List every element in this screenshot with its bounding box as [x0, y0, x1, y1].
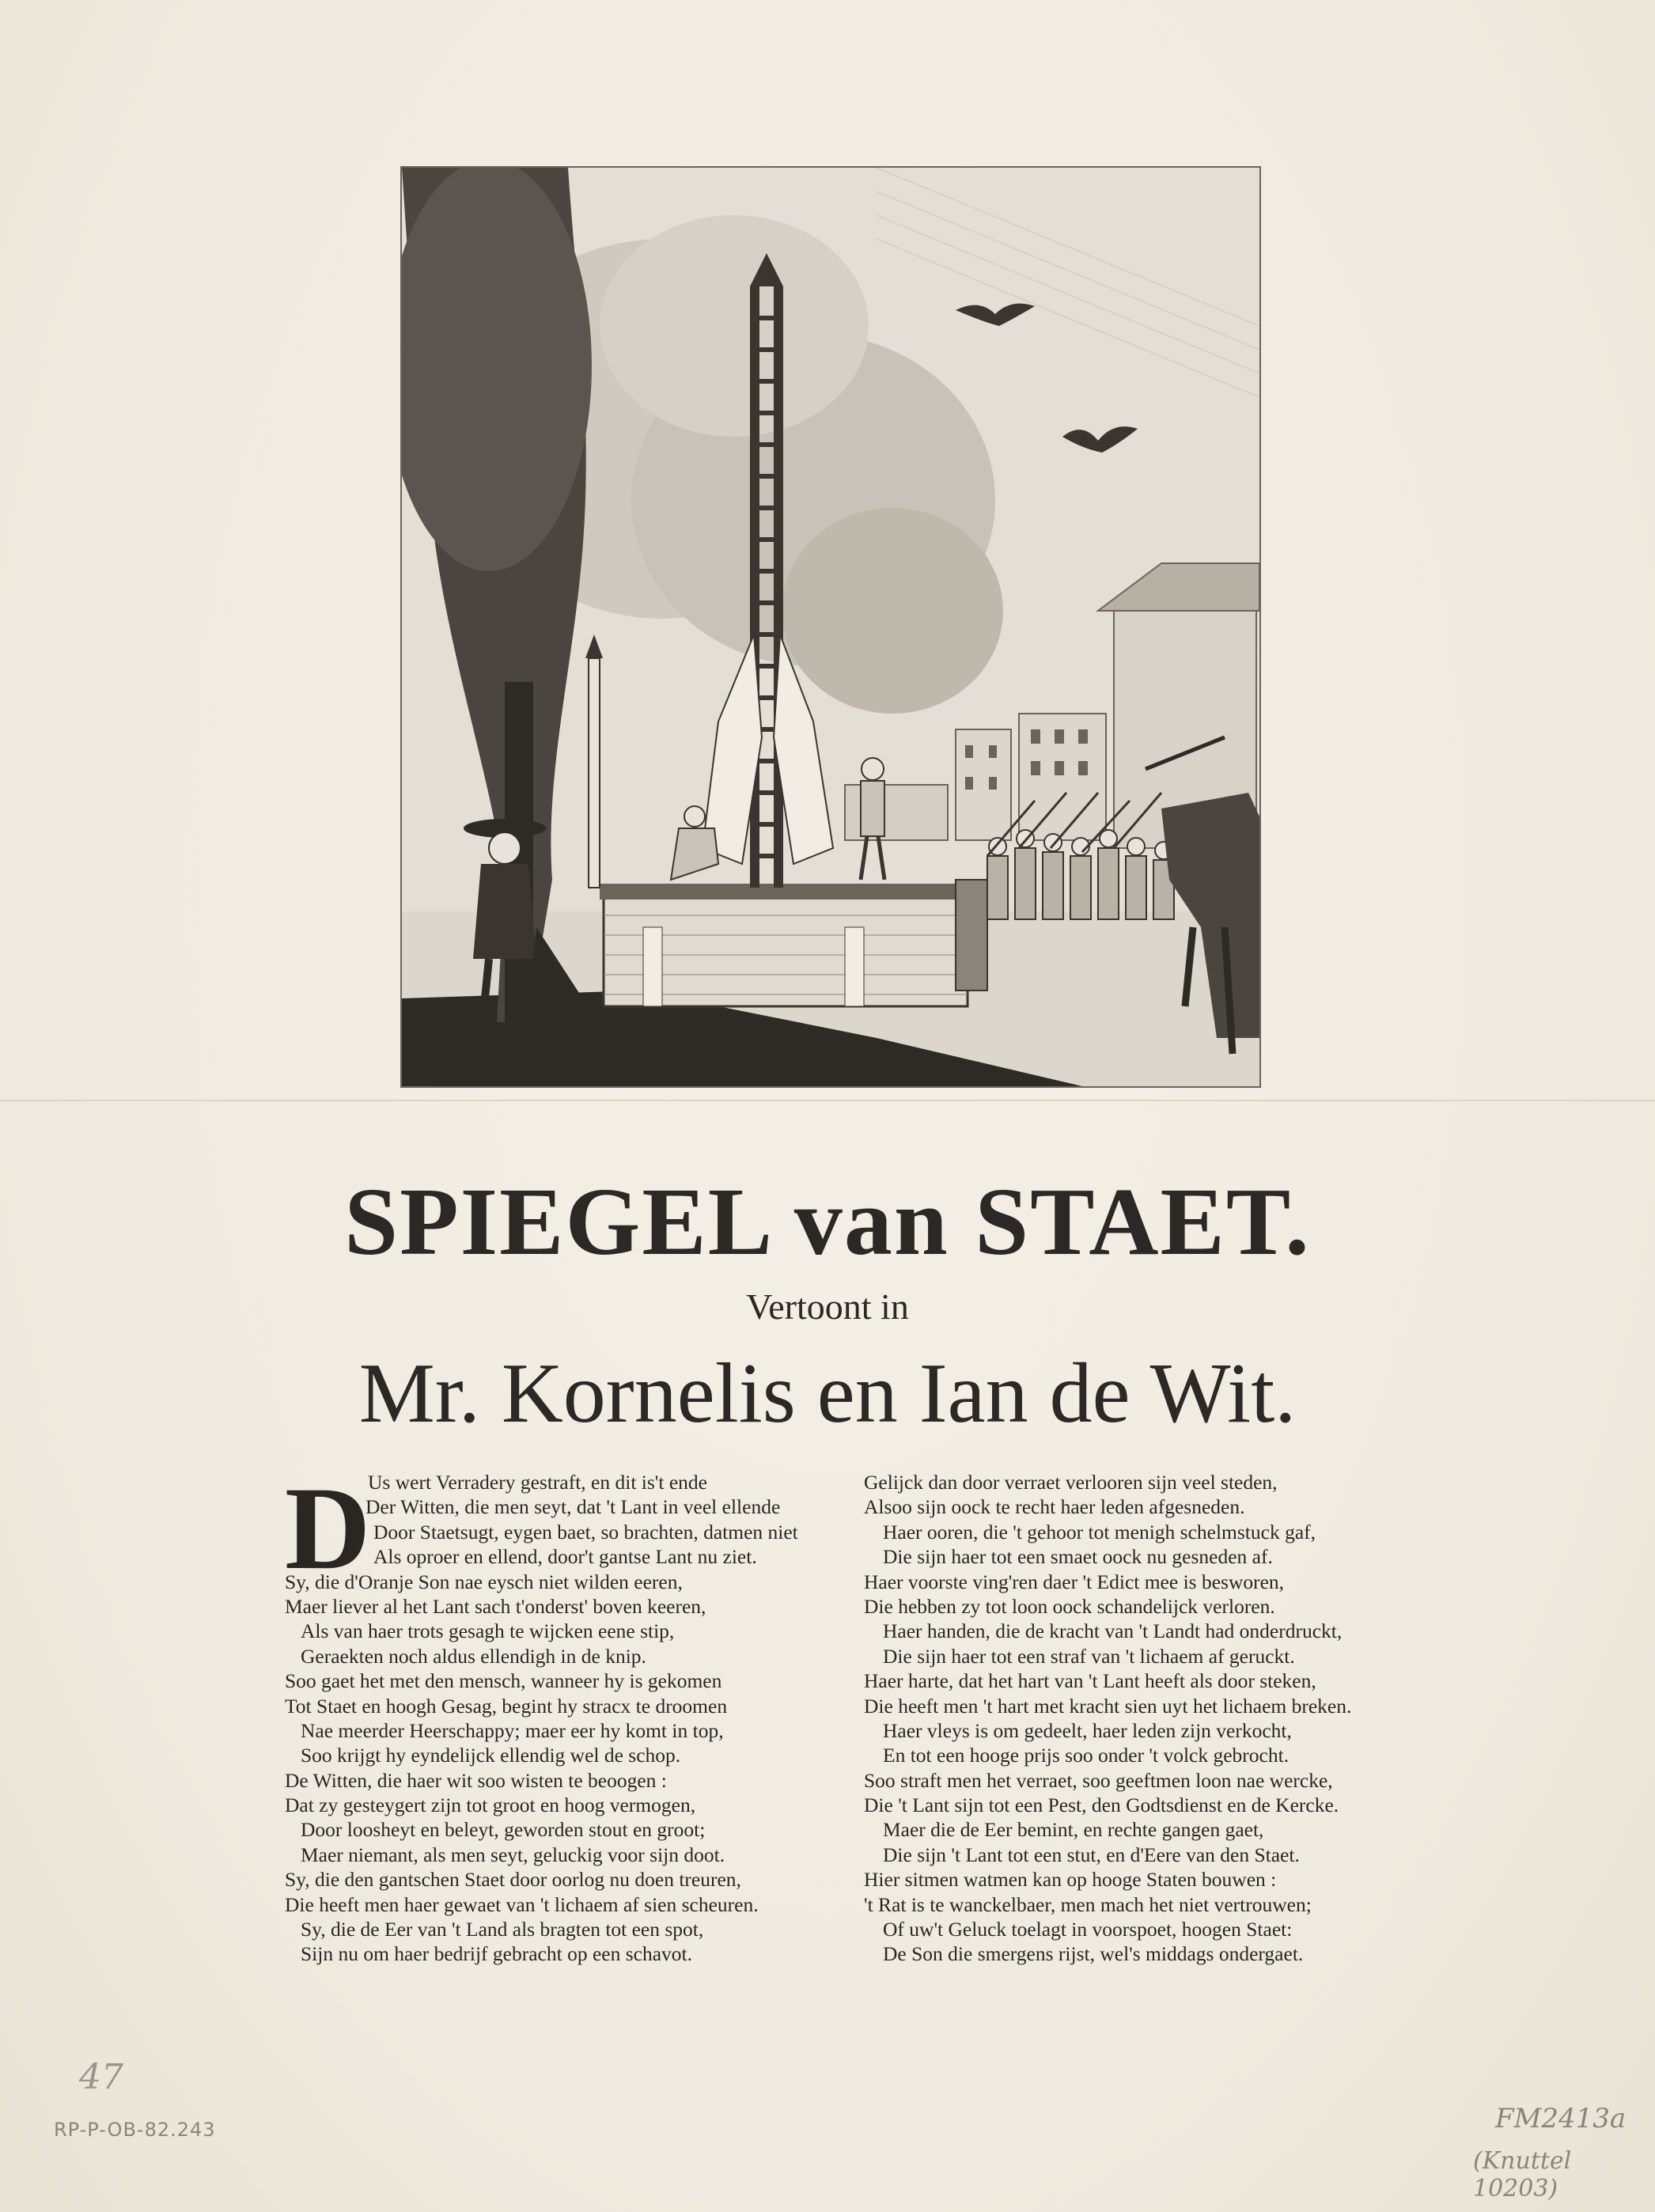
title-subtitle: Vertoont in	[746, 1286, 909, 1327]
poem-line: De Son die smergens rijst, wel's middags ondergaet.	[883, 1942, 1304, 1966]
poem-line: Maer die de Eer bemint, en rechte gangen gaet,	[883, 1818, 1264, 1842]
poem-left-column	[285, 1463, 839, 1967]
poem-line: Sy, die de Eer van 't Land als bragten tot een spot,	[301, 1918, 704, 1941]
poem-line: De Witten, die haer wit soo wisten te beoogen :	[285, 1768, 667, 1792]
poem-line: Dat zy gesteygert zijn tot groot en hoog vermogen,	[285, 1793, 696, 1817]
poem-line: Sy, die d'Oranje Son nae eysch niet wilden eeren,	[285, 1570, 683, 1593]
fm-number: FM2413a	[1495, 2103, 1627, 2134]
poem-line: Die sijn haer tot een straf van 't lichaem af geruckt.	[883, 1644, 1295, 1668]
poem-line: Die 't Lant sijn tot een Pest, den Godtsdienst en de Kercke.	[864, 1793, 1339, 1817]
poem-line: Sijn nu om haer bedrijf gebracht op een schavot.	[301, 1942, 692, 1966]
poem-line: Door Staetsugt, eygen baet, so brachten, datmen niet	[373, 1520, 798, 1543]
poem-line: Alsoo sijn oock te recht haer leden afgesneden.	[864, 1495, 1245, 1519]
poem-line: Die hebben zy tot loon oock schandelijck verloren.	[864, 1594, 1275, 1618]
pencil-number: 47	[79, 2057, 123, 2097]
poem-line: Us wert Verradery gestraft, en dit is't ende	[368, 1471, 707, 1494]
drop-cap: D	[285, 1463, 371, 1594]
poem-line: Soo straft men het verraet, soo geeftmen loon nae wercke,	[864, 1768, 1333, 1792]
poem-line: Soo gaet het met den mensch, wanneer hy is gekomen	[285, 1669, 722, 1693]
poem-line: Nae meerder Heerschappy; maer eer hy komt in top,	[301, 1718, 724, 1742]
poem-line: Haer harte, dat het hart van 't Lant heeft als door steken,	[864, 1669, 1316, 1693]
poem-line: Die heeft men haer gewaet van 't lichaem af sien scheuren.	[285, 1892, 759, 1916]
poem-line: Die sijn 't Lant tot een stut, en d'Eere van den Staet.	[883, 1843, 1300, 1866]
poem-line: En tot een hooge prijs soo onder 't volck gebrocht.	[883, 1744, 1290, 1767]
poem-line: Tot Staet en hoogh Gesag, begint hy stracx te droomen	[285, 1694, 728, 1718]
poem-line: Als oproer en ellend, door't gantse Lant nu ziet.	[373, 1545, 757, 1569]
poem-line: Maer liever al het Lant sach t'onderst' boven keeren,	[285, 1594, 706, 1618]
poem-line: Door loosheyt en beleyt, geworden stout en groot;	[301, 1818, 706, 1842]
poem-line: Haer ooren, die 't gehoor tot menigh schelmstuck gaf,	[883, 1520, 1316, 1543]
fold-line	[0, 1100, 1655, 1101]
poem-line: 't Rat is te wanckelbaer, men mach het niet vertrouwen;	[864, 1892, 1312, 1916]
title-names: Mr. Kornelis en Ian de Wit.	[358, 1347, 1297, 1441]
poem-right-column	[864, 1470, 1433, 1967]
title-main: SPIEGEL van STAET.	[344, 1168, 1311, 1275]
engraving-illustration	[400, 166, 1261, 1088]
poem-line: Of uw't Geluck toelagt in voorspoet, hoogen Staet:	[883, 1918, 1293, 1941]
accession-number: RP-P-OB-82.243	[54, 2119, 216, 2141]
poem-line: Maer niemant, als men seyt, geluckig voor sijn doot.	[301, 1843, 725, 1866]
poem-line: Soo krijgt hy eyndelijck ellendig wel de schop.	[301, 1744, 681, 1767]
poem-line: Geraekten noch aldus ellendigh in de knip.	[301, 1644, 646, 1668]
poem-line: Die heeft men 't hart met kracht sien uyt het lichaem breken.	[864, 1694, 1352, 1718]
engraving-scene	[402, 168, 1259, 1086]
poem-line: Haer voorste ving'ren daer 't Edict mee is besworen,	[864, 1570, 1285, 1593]
poem-line: Der Witten, die men seyt, dat 't Lant in veel ellende	[365, 1495, 781, 1519]
poem-line: Hier sitmen watmen kan op hooge Staten bouwen :	[864, 1868, 1277, 1892]
poem-line: Haer vleys is om gedeelt, haer leden zijn verkocht,	[883, 1718, 1292, 1742]
poem-line: Sy, die den gantschen Staet door oorlog nu doen treuren,	[285, 1868, 741, 1892]
poem-line: Die sijn haer tot een smaet oock nu gesneden af.	[883, 1545, 1273, 1569]
poem-line: Als van haer trots gesagh te wijcken eene stip,	[301, 1619, 675, 1643]
knuttel-number: (Knuttel 10203)	[1473, 2147, 1572, 2203]
poem-line: Gelijck dan door verraet verlooren sijn veel steden,	[864, 1471, 1278, 1494]
poem-line: Haer handen, die de kracht van 't Landt had onderdruckt,	[883, 1619, 1343, 1643]
